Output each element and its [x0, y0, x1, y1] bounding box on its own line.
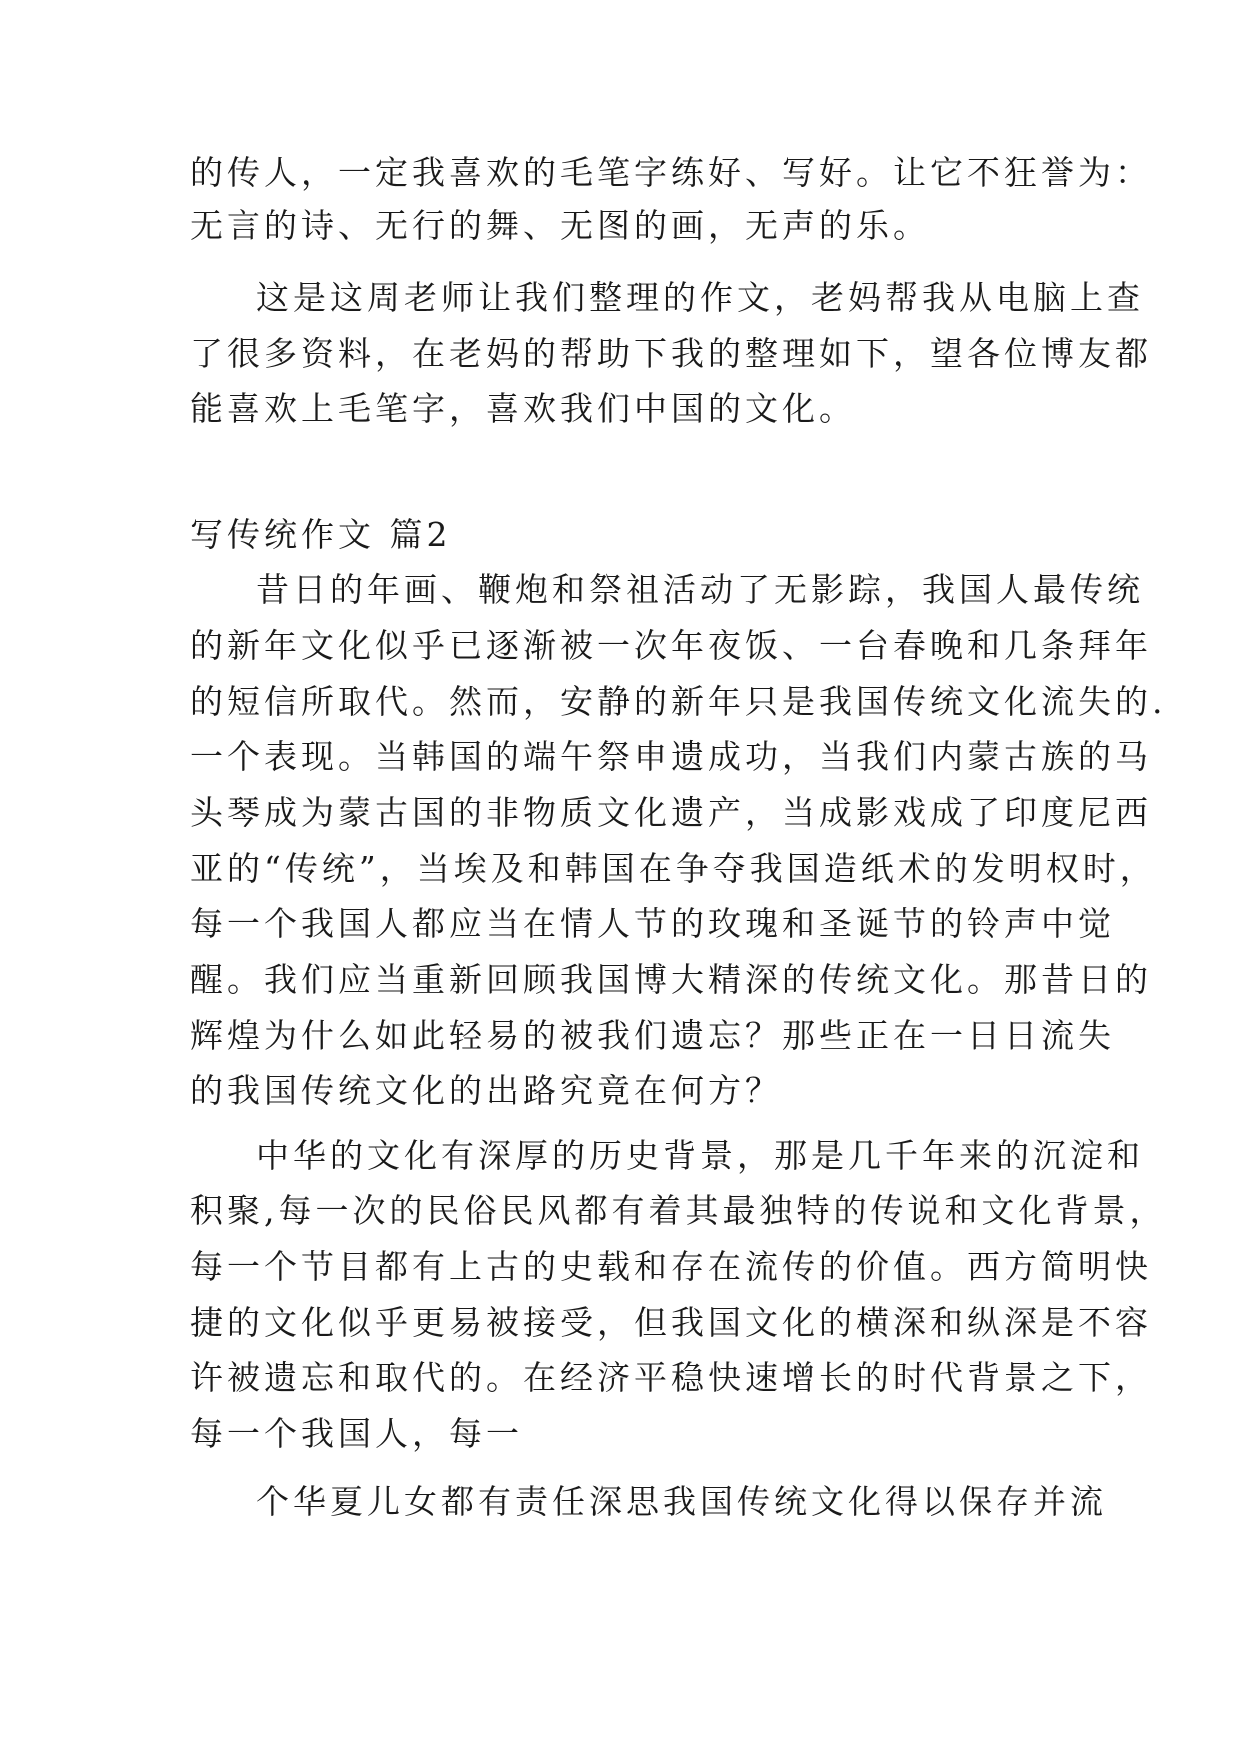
text-line: 无言的诗、无行的舞、无图的画，无声的乐。 [190, 206, 930, 245]
text-line: 辉煌为什么如此轻易的被我们遗忘？那些正在一日日流失 [190, 1016, 1115, 1055]
text-line: 头琴成为蒙古国的非物质文化遗产，当成影戏成了印度尼西 [190, 793, 1152, 832]
text-line: 亚的“传统”，当埃及和韩国在争夺我国造纸术的发明权时， [190, 849, 1157, 888]
text-line: 了很多资料，在老妈的帮助下我的整理如下，望各位博友都 [190, 334, 1152, 373]
text-line: 昔日的年画、鞭炮和祭祖活动了无影踪，我国人最传统 [256, 570, 1144, 609]
text-line: 的新年文化似乎已逐渐被一次年夜饭、一台春晚和几条拜年 [190, 626, 1152, 665]
text-line: 每一个节目都有上古的史载和存在流传的价值。西方简明快 [190, 1247, 1152, 1286]
text-line: 一个表现。当韩国的端午祭申遗成功，当我们内蒙古族的马 [190, 737, 1152, 776]
section-heading: 写传统作文 篇2 [190, 515, 452, 554]
text-line: 的短信所取代。然而，安静的新年只是我国传统文化流失的. [190, 682, 1167, 721]
text-line: 这是这周老师让我们整理的作文，老妈帮我从电脑上查 [256, 278, 1144, 317]
text-line: 的我国传统文化的出路究竟在何方？ [190, 1071, 782, 1110]
text-line: 能喜欢上毛笔字，喜欢我们中国的文化。 [190, 389, 856, 428]
text-line: 每一个我国人，每一 [190, 1414, 523, 1453]
text-line: 的传人，一定我喜欢的毛笔字练好、写好。让它不狂誉为： [190, 153, 1152, 192]
text-line: 中华的文化有深厚的历史背景，那是几千年来的沉淀和 [256, 1136, 1144, 1175]
text-line: 醒。我们应当重新回顾我国博大精深的传统文化。那昔日的 [190, 960, 1152, 999]
text-line: 捷的文化似乎更易被接受，但我国文化的横深和纵深是不容 [190, 1303, 1152, 1342]
text-line: 个华夏儿女都有责任深思我国传统文化得以保存并流 [256, 1482, 1107, 1521]
text-line: 许被遗忘和取代的。在经济平稳快速增长的时代背景之下， [190, 1358, 1152, 1397]
text-line: 每一个我国人都应当在情人节的玫瑰和圣诞节的铃声中觉 [190, 904, 1115, 943]
text-line: 积聚,每一次的民俗民风都有着其最独特的传说和文化背景， [190, 1191, 1167, 1230]
